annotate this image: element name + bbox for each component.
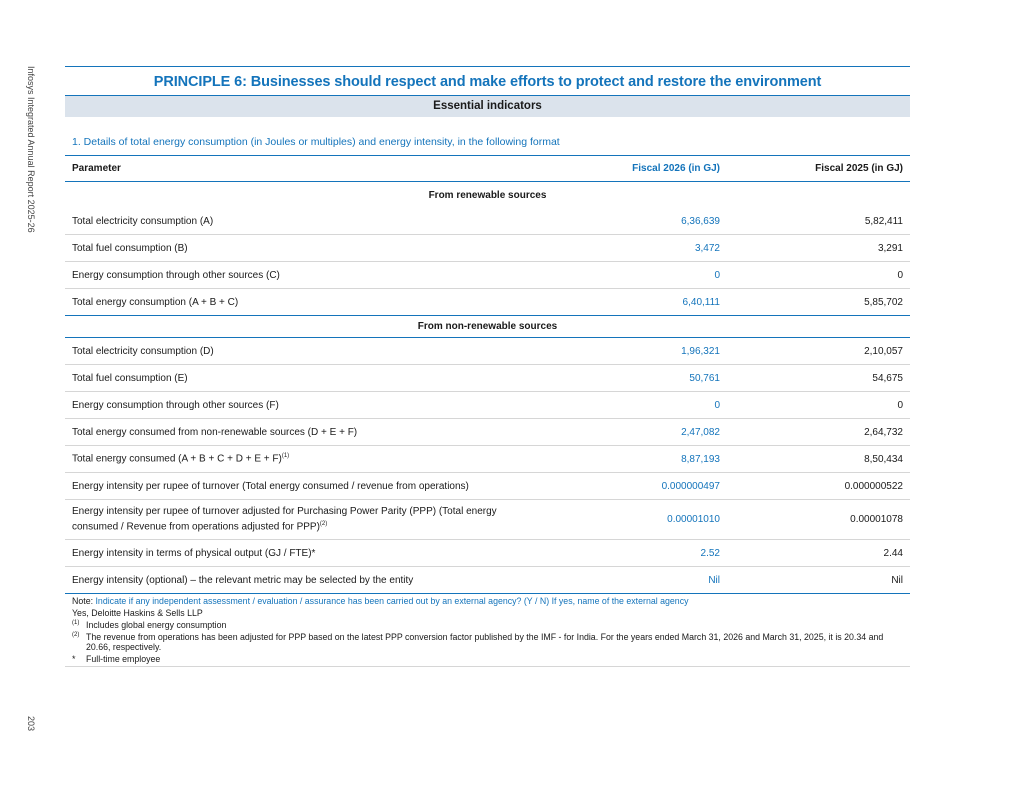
note-line <box>72 596 910 606</box>
renewable-heading: From renewable sources <box>428 189 547 201</box>
notes-section <box>65 594 910 664</box>
row-label: Energy intensity in terms of physical output (GJ / FTE)* <box>65 540 535 567</box>
row-value-fy25: 2,10,057 <box>727 338 910 365</box>
table-row <box>65 500 910 540</box>
row-value-fy26: 0 <box>535 392 727 419</box>
principle-title: PRINCIPLE 6: Businesses should respect and make efforts to protect and restore the environment <box>65 66 910 95</box>
row-value-fy26: 3,472 <box>535 235 727 262</box>
table-row <box>65 540 910 567</box>
footnote <box>72 632 910 652</box>
table-row <box>65 208 910 235</box>
row-value-fy25: 0.000000522 <box>727 473 910 500</box>
footnote <box>72 620 910 630</box>
table-row <box>65 262 910 289</box>
row-value-fy25: 54,675 <box>727 365 910 392</box>
row-label: Total energy consumed (A + B + C + D + E + F) <box>72 453 282 465</box>
row-value-fy26: 6,40,111 <box>535 289 727 316</box>
row-value-fy25: 3,291 <box>727 235 910 262</box>
row-label: Energy intensity per rupee of turnover (Total energy consumed / revenue from operations) <box>65 473 535 500</box>
energy-table <box>65 156 910 594</box>
row-label: Total fuel consumption (E) <box>65 365 535 392</box>
header-parameter: Parameter <box>65 156 535 182</box>
table-row <box>65 338 910 365</box>
row-label: Total electricity consumption (D) <box>65 338 535 365</box>
row-value-fy26: 0.00001010 <box>535 500 727 540</box>
row-value-fy25: 5,85,702 <box>727 289 910 316</box>
note-answer: Yes, Deloitte Haskins & Sells LLP <box>72 608 203 618</box>
side-report-title <box>24 66 40 256</box>
row-label: Total electricity consumption (A) <box>65 208 535 235</box>
row-value-fy26: 6,36,639 <box>535 208 727 235</box>
row-value-fy25: Nil <box>727 567 910 594</box>
footnote-mark: * <box>72 654 76 664</box>
renewable-heading-row <box>65 182 910 209</box>
table-row <box>65 446 910 473</box>
table-row <box>65 473 910 500</box>
nonrenewable-heading: From non-renewable sources <box>65 316 910 338</box>
row-value-fy25: 2,64,732 <box>727 419 910 446</box>
footnote-mark: (1) <box>72 620 80 626</box>
row-label: Energy consumption through other sources (F) <box>65 392 535 419</box>
table-row <box>65 567 910 594</box>
row-value-fy25: 0 <box>727 392 910 419</box>
row-label: Energy intensity (optional) – the relevant metric may be selected by the entity <box>65 567 535 594</box>
row-value-fy26: 8,87,193 <box>535 446 727 473</box>
question-text: 1. Details of total energy consumption (in Joules or multiples) and energy intensity, in the following format <box>65 117 910 156</box>
table-row <box>65 235 910 262</box>
notes-divider <box>65 666 910 667</box>
row-value-fy26: Nil <box>535 567 727 594</box>
row-label: Energy consumption through other sources (C) <box>65 262 535 289</box>
note-question: Indicate if any independent assessment / evaluation / assurance has been carried out by an external agency? (Y / N) If yes, name of the external agency <box>95 596 689 606</box>
row-value-fy25: 2.44 <box>727 540 910 567</box>
footnote-ref: (2) <box>319 521 328 528</box>
row-value-fy26: 0.000000497 <box>535 473 727 500</box>
row-label: Energy intensity per rupee of turnover adjusted for Purchasing Power Parity (PPP) (Total energy consumed / Revenue from operations adjusted for PPP) <box>72 506 497 533</box>
table-row <box>65 365 910 392</box>
row-label: Total energy consumed from non-renewable sources (D + E + F) <box>65 419 535 446</box>
row-value-fy26: 2,47,082 <box>535 419 727 446</box>
header-fiscal-2026: Fiscal 2026 (in GJ) <box>535 156 727 182</box>
row-value-fy25: 8,50,434 <box>727 446 910 473</box>
page-number-text: 203 <box>26 716 36 732</box>
table-header-row <box>65 156 910 182</box>
footnote-ref: (1) <box>281 453 290 460</box>
table-row <box>65 392 910 419</box>
section-title: Essential indicators <box>65 95 910 117</box>
row-label: Total energy consumption (A + B + C) <box>65 289 535 316</box>
footnote-text: Full-time employee <box>86 654 161 664</box>
row-value-fy26: 0 <box>535 262 727 289</box>
row-label-with-footnote <box>65 446 535 473</box>
page-number <box>24 716 40 736</box>
row-value-fy26: 2.52 <box>535 540 727 567</box>
row-value-fy26: 1,96,321 <box>535 338 727 365</box>
table-row <box>65 419 910 446</box>
row-value-fy25: 0.00001078 <box>727 500 910 540</box>
row-label-with-footnote <box>65 500 535 540</box>
footnote-mark: (2) <box>72 632 80 638</box>
main-content <box>65 66 910 667</box>
footnote-text: The revenue from operations has been adjusted for PPP based on the latest PPP conversion factor published by the IMF - for India. For the years ended March 31, 2026 and March 31, 2025, it is 20.34 and 20.66, respectively. <box>86 632 884 652</box>
header-fiscal-2025: Fiscal 2025 (in GJ) <box>727 156 910 182</box>
nonrenewable-heading-row <box>65 316 910 338</box>
side-report-title-text: Infosys Integrated Annual Report 2025-26 <box>26 66 36 233</box>
row-value-fy25: 5,82,411 <box>727 208 910 235</box>
row-value-fy26: 50,761 <box>535 365 727 392</box>
footnote-text: Includes global energy consumption <box>86 620 227 630</box>
note-label: Note: <box>72 596 94 606</box>
row-value-fy25: 0 <box>727 262 910 289</box>
row-label: Total fuel consumption (B) <box>65 235 535 262</box>
table-row <box>65 289 910 316</box>
footnote <box>72 654 910 664</box>
